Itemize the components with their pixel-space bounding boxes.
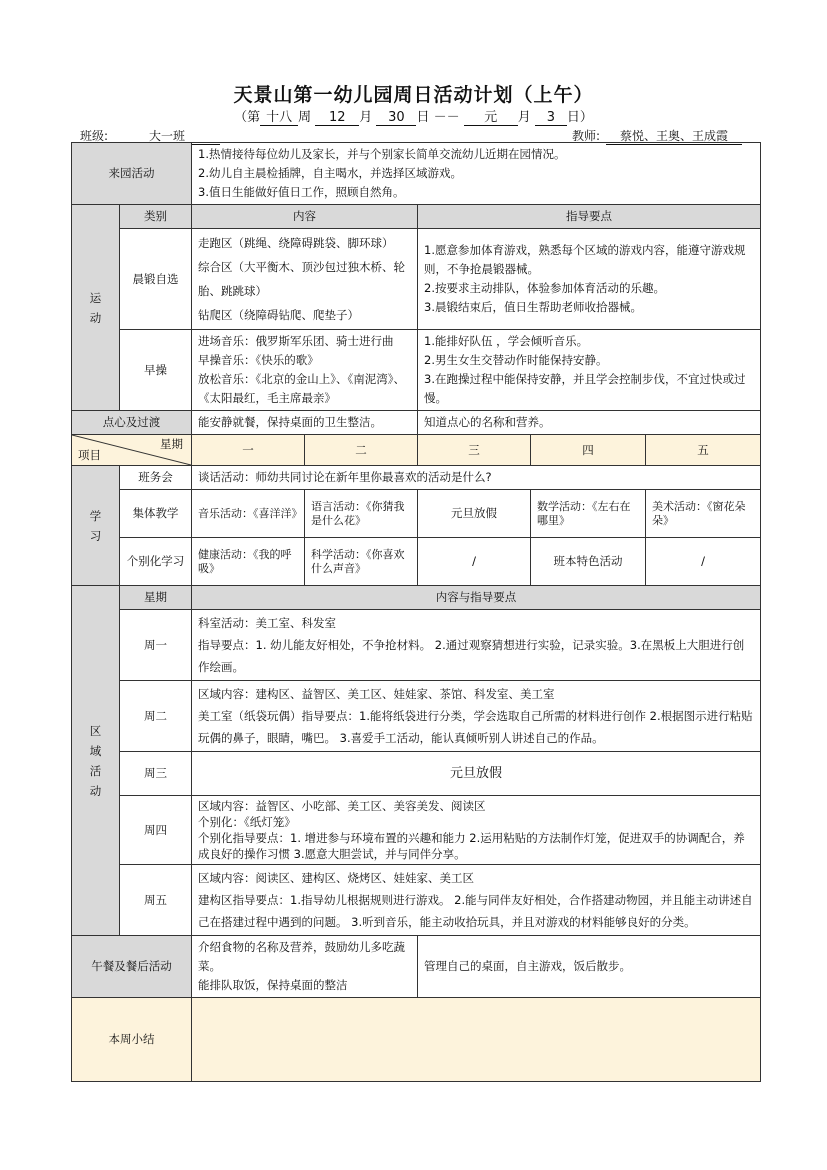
diagonal-header <box>72 435 192 466</box>
snack-row <box>72 411 761 435</box>
date-range: （第 十八 周 12 月 30 日 －－ 元 月 3 日） <box>0 106 827 126</box>
area-mon-row <box>72 610 761 681</box>
summary-row <box>72 998 761 1082</box>
lunch-label: 午餐及餐后活动 <box>72 936 192 998</box>
group-teaching-label: 集体教学 <box>120 490 192 538</box>
individual-thu: 班本特色活动 <box>531 538 646 586</box>
item-axis-label: 项目 <box>78 448 101 462</box>
morning-exercise-row <box>72 229 761 330</box>
drill-content: 进场音乐：俄罗斯军乐团、骑士进行曲 早操音乐：《快乐的歌》 放松音乐：《北京的金山上》、《南泥湾》、《太阳最红，毛主席最亲》 <box>192 330 418 411</box>
weekday-header-row <box>72 435 761 466</box>
arrival-row <box>72 143 761 205</box>
area-day-header: 星期 <box>120 586 192 610</box>
area-fri-content: 区域内容：阅读区、建构区、烧烤区、娃娃家、美工区 建构区指导要点：1.指导幼儿根据规则进行游戏。 2.能与同伴友好相处，合作搭建动物园，并且能主动讲述自己在搭建过程中遇到的问题。 3.听到音乐，能主动收拾玩具，并且对游戏的材料能够良好的分类。 <box>192 865 761 936</box>
morning-exercise-label: 晨锻自选 <box>120 229 192 330</box>
group-tue: 语言活动：《你猜我是什么花》 <box>305 490 418 538</box>
weekday-wed: 三 <box>418 435 531 466</box>
area-tue-row <box>72 681 761 752</box>
area-header-row <box>72 586 761 610</box>
page-title: 天景山第一幼儿园周日活动计划（上午） <box>233 84 594 106</box>
area-wed-row <box>72 752 761 796</box>
area-tue-content: 区域内容：建构区、益智区、美工区、娃娃家、茶馆、科发室、美工室 美工室（纸袋玩偶）指导要点：1.能将纸袋进行分类，学会选取自己所需的材料进行创作 2.根据图示进行粘贴玩偶的鼻子，眼睛，嘴巴。 3.喜爱手工活动，能认真倾听别人讲述自己的作品。 <box>192 681 761 752</box>
area-wed-content: 元旦放假 <box>192 752 761 796</box>
weekly-plan-table <box>71 142 761 1082</box>
drill-guide: 1.能排好队伍 ，学会倾听音乐。 2.男生女生交替动作时能保持安静。 3.在跑操过程中能保持安静，并且学会控制步伐，不宜过快或过慢。 <box>418 330 761 411</box>
area-mon-label: 周一 <box>120 610 192 681</box>
content-header: 内容 <box>192 205 418 229</box>
snack-label: 点心及过渡 <box>72 411 192 435</box>
exercise-section-label: 运 动 <box>72 205 120 411</box>
arrival-content: 1.热情接待每位幼儿及家长，并与个别家长简单交流幼儿近期在园情况。 2.幼儿自主晨检插牌，自主喝水，并选择区域游戏。 3.值日生能做好值日工作，照顾自然角。 <box>192 143 761 205</box>
lunch-row <box>72 936 761 998</box>
start-day: 30 <box>376 110 416 126</box>
individual-learning-row <box>72 538 761 586</box>
summary-content <box>192 998 761 1082</box>
individual-fri: / <box>646 538 761 586</box>
drill-label: 早操 <box>120 330 192 411</box>
lunch-guide: 管理自己的桌面，自主游戏，饭后散步。 <box>418 936 761 998</box>
snack-guide: 知道点心的名称和营养。 <box>418 411 761 435</box>
area-tue-label: 周二 <box>120 681 192 752</box>
end-day: 3 <box>535 110 567 126</box>
area-section-label: 区 域 活 动 <box>72 586 120 936</box>
morning-exercise-content: 走跑区（跳绳、绕障碍跳袋、脚环球） 综合区（大平衡木、顶沙包过独木桥、轮胎、跳跳球） 钻爬区（绕障碍钻爬、爬垫子） <box>192 229 418 330</box>
weekday-mon: 一 <box>192 435 305 466</box>
drill-row <box>72 330 761 411</box>
area-content-header: 内容与指导要点 <box>192 586 761 610</box>
area-thu-label: 周四 <box>120 796 192 865</box>
guide-header: 指导要点 <box>418 205 761 229</box>
snack-content: 能安静就餐，保持桌面的卫生整洁。 <box>192 411 418 435</box>
area-fri-label: 周五 <box>120 865 192 936</box>
class-affairs-content: 谈话活动：师幼共同讨论在新年里你最喜欢的活动是什么? <box>192 466 761 490</box>
individual-mon: 健康活动：《我的呼吸》 <box>192 538 305 586</box>
weekday-thu: 四 <box>531 435 646 466</box>
group-fri: 美术活动：《窗花朵朵》 <box>646 490 761 538</box>
class-affairs-label: 班务会 <box>120 466 192 490</box>
class-affairs-row <box>72 466 761 490</box>
arrival-label: 来园活动 <box>72 143 192 205</box>
area-fri-row <box>72 865 761 936</box>
group-thu: 数学活动：《左右在哪里》 <box>531 490 646 538</box>
start-month: 12 <box>315 110 359 126</box>
weekday-fri: 五 <box>646 435 761 466</box>
morning-exercise-guide: 1.愿意参加体育游戏，熟悉每个区域的游戏内容，能遵守游戏规则，不争抢晨锻器械。 2.按要求主动排队，体验参加体育活动的乐趣。 3.晨锻结束后，值日生帮助老师收拾器械。 <box>418 229 761 330</box>
week-number: 十八 <box>260 106 298 126</box>
study-section-label: 学 习 <box>72 466 120 586</box>
teacher-names: 蔡悦、王奥、王成霞 <box>606 127 742 145</box>
individual-wed: / <box>418 538 531 586</box>
weekday-axis-label: 星期 <box>160 437 183 451</box>
area-thu-row <box>72 796 761 865</box>
individual-tue: 科学活动：《你喜欢什么声音》 <box>305 538 418 586</box>
exercise-header-row <box>72 205 761 229</box>
lunch-content: 介绍食物的名称及营养，鼓励幼儿多吃蔬菜。 能排队取饭，保持桌面的整洁 <box>192 936 418 998</box>
group-teaching-row <box>72 490 761 538</box>
end-month: 元 <box>464 106 518 126</box>
summary-label: 本周小结 <box>72 998 192 1082</box>
class-name: 大一班 <box>114 127 220 145</box>
area-mon-content: 科室活动：美工室、科发室 指导要点：1. 幼儿能友好相处，不争抢材料。 2.通过观察猜想进行实验，记录实验。3.在黑板上大胆进行创作绘画。 <box>192 610 761 681</box>
area-thu-content: 区域内容：益智区、小吃部、美工区、美容美发、阅读区 个别化：《纸灯笼》 个别化指导要点：1. 增进参与环境布置的兴趣和能力 2.运用粘贴的方法制作灯笼，促进双手的协调配合，养成良好的操作习惯 3.愿意大胆尝试，并与同伴分享。 <box>192 796 761 865</box>
teacher-info: 教师: 蔡悦、王奥、王成霞 <box>572 127 742 145</box>
group-mon: 音乐活动：《喜洋洋》 <box>192 490 305 538</box>
area-wed-label: 周三 <box>120 752 192 796</box>
weekday-tue: 二 <box>305 435 418 466</box>
category-header: 类别 <box>120 205 192 229</box>
group-wed: 元旦放假 <box>418 490 531 538</box>
class-info: 班级: 大一班 <box>80 127 220 145</box>
individual-learning-label: 个别化学习 <box>120 538 192 586</box>
